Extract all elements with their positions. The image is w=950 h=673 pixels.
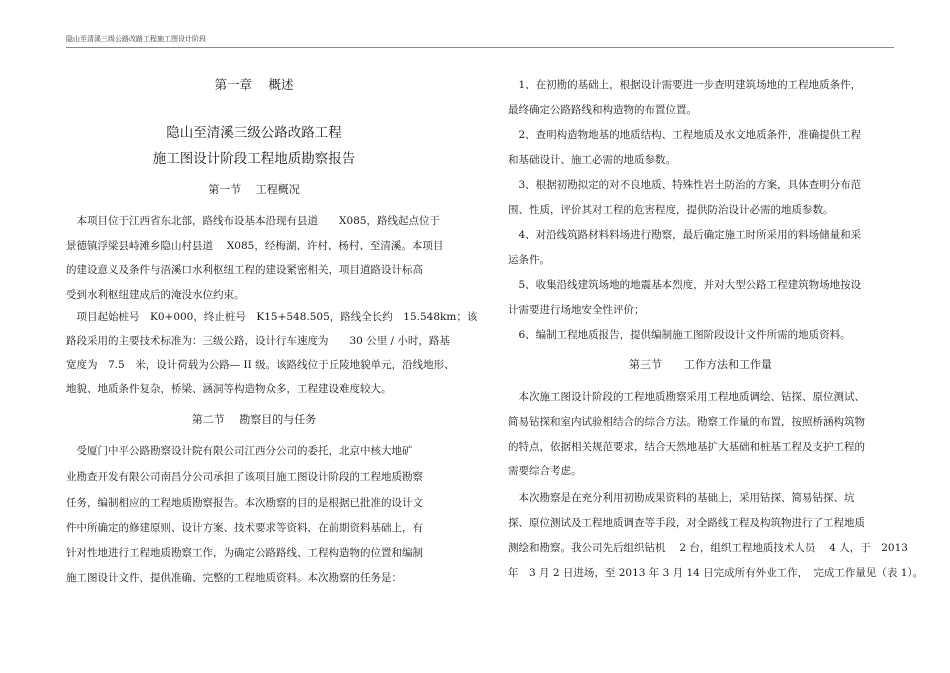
paragraph-line: 件中所确定的修建原则、设计方案、技术要求等资料，在前期资料基础上，有	[66, 522, 423, 534]
paragraph-line: 宽度为 7.5 米，设计荷载为公路— II 级。该路线位于丘陵地貌单元，沿线地形、	[66, 359, 455, 371]
report-title-line1: 隐山至清溪三级公路改路工程	[166, 125, 342, 141]
task-line: 和基础设计、施工必需的地质参数。	[508, 154, 676, 166]
task-line: 2、查明构造物地基的地质结构、工程地质及水文地质条件，准确提供工程	[508, 129, 862, 141]
paragraph-line: 简易钻探和室内试验相结合的综合方法。勘察工作量的布置，按照桥涵构筑物	[508, 416, 865, 428]
paragraph-line: 的特点，依据相关规范要求，结合天然地基扩大基础和桩基工程及支护工程的	[508, 441, 865, 453]
paragraph-line: 本次施工图设计阶段的工程地质勘察采用工程地质调绘、钻探、原位测试、	[508, 391, 865, 403]
section3-heading: 第三节 工作方法和工作量	[629, 358, 772, 371]
paragraph-line: 项目起始桩号 K0+000，终止桩号 K15+548.505，路线全长约 15.548km；该	[66, 311, 478, 323]
header-divider	[66, 47, 894, 48]
paragraph-line: 施工图设计文件，提供准确、完整的工程地质资料。本次勘察的任务是：	[66, 572, 402, 584]
task-line: 运条件。	[508, 254, 550, 266]
paragraph-line: 本次勘察是在充分利用初勘成果资料的基础上，采用钻探、简易钻探、坑	[508, 492, 855, 504]
paragraph-line: 业勘查开发有限公司南昌分公司承担了该项目施工图设计阶段的工程地质勘察	[66, 471, 423, 483]
paragraph-line: 需要综合考虑。	[508, 465, 582, 477]
task-line: 最终确定公路路线和构造物的布置位置。	[508, 104, 697, 116]
task-line: 4、对沿线筑路材料料场进行勘察，最后确定施工时所采用的料场储量和采	[508, 229, 862, 241]
task-line: 5、收集沿线建筑场地的地震基本烈度，并对大型公路工程建筑物场地按设	[508, 279, 862, 291]
task-line: 6、编制工程地质报告，提供编制施工图阶段设计文件所需的地质资料。	[508, 329, 851, 341]
paragraph-line: 任务，编制相应的工程地质勘察报告。本次勘察的目的是根据已批准的设计文	[66, 497, 423, 509]
report-title-line2: 施工图设计阶段工程地质勘察报告	[152, 151, 356, 167]
paragraph-line: 探、原位测试及工程地质调查等手段，对全路线工程及构筑物进行了工程地质	[508, 517, 865, 529]
paragraph-line: 受厦门中平公路勘察设计院有限公司江西分公司的委托，北京中核大地矿	[66, 445, 413, 457]
task-line: 3、根据初勘拟定的对不良地质、特殊性岩土防治的方案，具体查明分布范	[508, 179, 862, 191]
section1-heading: 第一节 工程概况	[208, 183, 300, 196]
paragraph-line: 针对性地进行工程地质勘察工作，为确定公路路线、工程构造物的位置和编制	[66, 547, 423, 559]
section2-heading: 第二节 勘察目的与任务	[191, 413, 317, 426]
task-line: 围、性质，评价其对工程的危害程度，提供防治设计必需的地质参数。	[508, 204, 834, 216]
task-line: 1、在初勘的基础上，根据设计需要进一步查明建筑场地的工程地质条件，	[508, 79, 862, 91]
paragraph-line: 景德镇浮梁县峙滩乡隐山村县道 X085，经梅湖、许村、杨村、至清溪。本项目	[66, 240, 444, 252]
chapter-title: 第一章 概述	[214, 77, 294, 92]
paragraph-line: 地貌、地质条件复杂，桥梁、涵洞等构造物众多，工程建设难度较大。	[66, 383, 392, 395]
paragraph-line: 路段采用的主要技术标准为：三级公路，设计行车速度为 30 公里 / 小时，路基	[66, 335, 450, 347]
running-header: 隐山至清溪三级公路改路工程施工图设计阶段	[66, 35, 206, 43]
task-line: 计需要进行场地安全性评价；	[508, 304, 645, 316]
paragraph-line: 的建设意义及条件与浯溪口水利枢纽工程的建设紧密相关，项目道路设计标高	[66, 264, 423, 276]
paragraph-line: 本项目位于江西省东北部，路线布设基本沿现有县道 X085，路线起点位于	[66, 215, 441, 227]
paragraph-line: 年 3 月 2 日进场，至 2013 年 3 月 14 日完成所有外业工作， 完成工作量见（表 1）。	[508, 567, 924, 579]
paragraph-line: 受到水利枢纽建成后的淹没水位约束。	[66, 289, 245, 301]
paragraph-line: 测绘和勘察。我公司先后组织钻机 2 台，组织工程地质技术人员 4 人，于 2013	[508, 542, 908, 554]
